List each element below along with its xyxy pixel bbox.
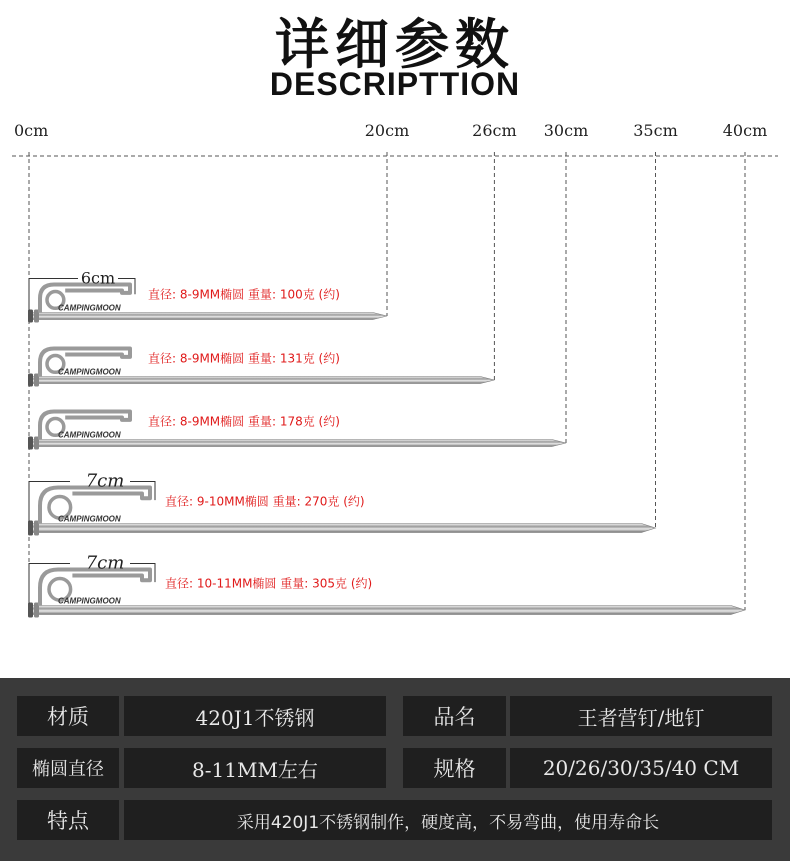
peg-spec: 直径: 8-9MM椭圆 重量: 131克 (约) (148, 351, 340, 366)
tick-label: 30cm (543, 121, 589, 140)
tick-label: 26cm (472, 121, 517, 140)
specs-table (0, 678, 790, 861)
peg-brand: CAMPINGMOON (58, 367, 121, 377)
feature-value: 采用420J1不锈钢制作，硬度高，不易弯曲，使用寿命长 (124, 800, 772, 840)
feature-key: 特点 (17, 800, 119, 840)
length-diagram (0, 110, 790, 630)
peg-shaft (32, 606, 745, 615)
product-key: 品名 (403, 696, 506, 736)
peg (28, 349, 494, 387)
ellipse-value: 8-11MM左右 (124, 748, 386, 788)
tick-label: 40cm (722, 121, 768, 140)
peg-cap (28, 603, 33, 618)
peg (28, 471, 656, 536)
size-key: 规格 (403, 748, 506, 788)
material-value: 420J1不锈钢 (124, 696, 386, 736)
peg (28, 553, 745, 618)
peg-brand: CAMPINGMOON (58, 514, 121, 524)
peg-brand: CAMPINGMOON (58, 430, 121, 440)
tick-label: 35cm (633, 121, 678, 140)
peg-spec: 直径: 8-9MM椭圆 重量: 178克 (约) (148, 414, 340, 429)
ruler-ticks (12, 121, 778, 610)
peg-spec: 直径: 8-9MM椭圆 重量: 100克 (约) (148, 287, 340, 302)
peg-brand: CAMPINGMOON (58, 303, 121, 313)
peg-spec: 直径: 9-10MM椭圆 重量: 270克 (约) (165, 494, 365, 509)
page-title: 详细参数 (275, 13, 515, 76)
product-value: 王者营钉/地钉 (510, 696, 772, 736)
peg (28, 412, 566, 450)
peg-cap (28, 310, 33, 323)
peg-cap (28, 521, 33, 536)
peg-shaft (32, 313, 387, 320)
peg-cap (28, 437, 33, 450)
pegs (28, 269, 745, 618)
head-label: 7cm (85, 552, 125, 574)
peg-shaft (32, 377, 494, 384)
tick-label: 20cm (364, 121, 410, 140)
head-label: 6cm (80, 268, 116, 288)
peg (28, 269, 387, 323)
size-value: 20/26/30/35/40 CM (510, 748, 772, 788)
material-key: 材质 (17, 696, 119, 736)
ellipse-key: 椭圆直径 (17, 748, 119, 788)
head-label: 7cm (85, 470, 125, 492)
peg-shaft (32, 524, 656, 533)
peg-shaft (32, 440, 566, 447)
peg-brand: CAMPINGMOON (58, 596, 121, 606)
tick-label: 0cm (14, 121, 49, 140)
peg-cap (28, 374, 33, 387)
page-subtitle: DESCRIPTTION (269, 66, 521, 102)
peg-spec: 直径: 10-11MM椭圆 重量: 305克 (约) (165, 576, 373, 591)
